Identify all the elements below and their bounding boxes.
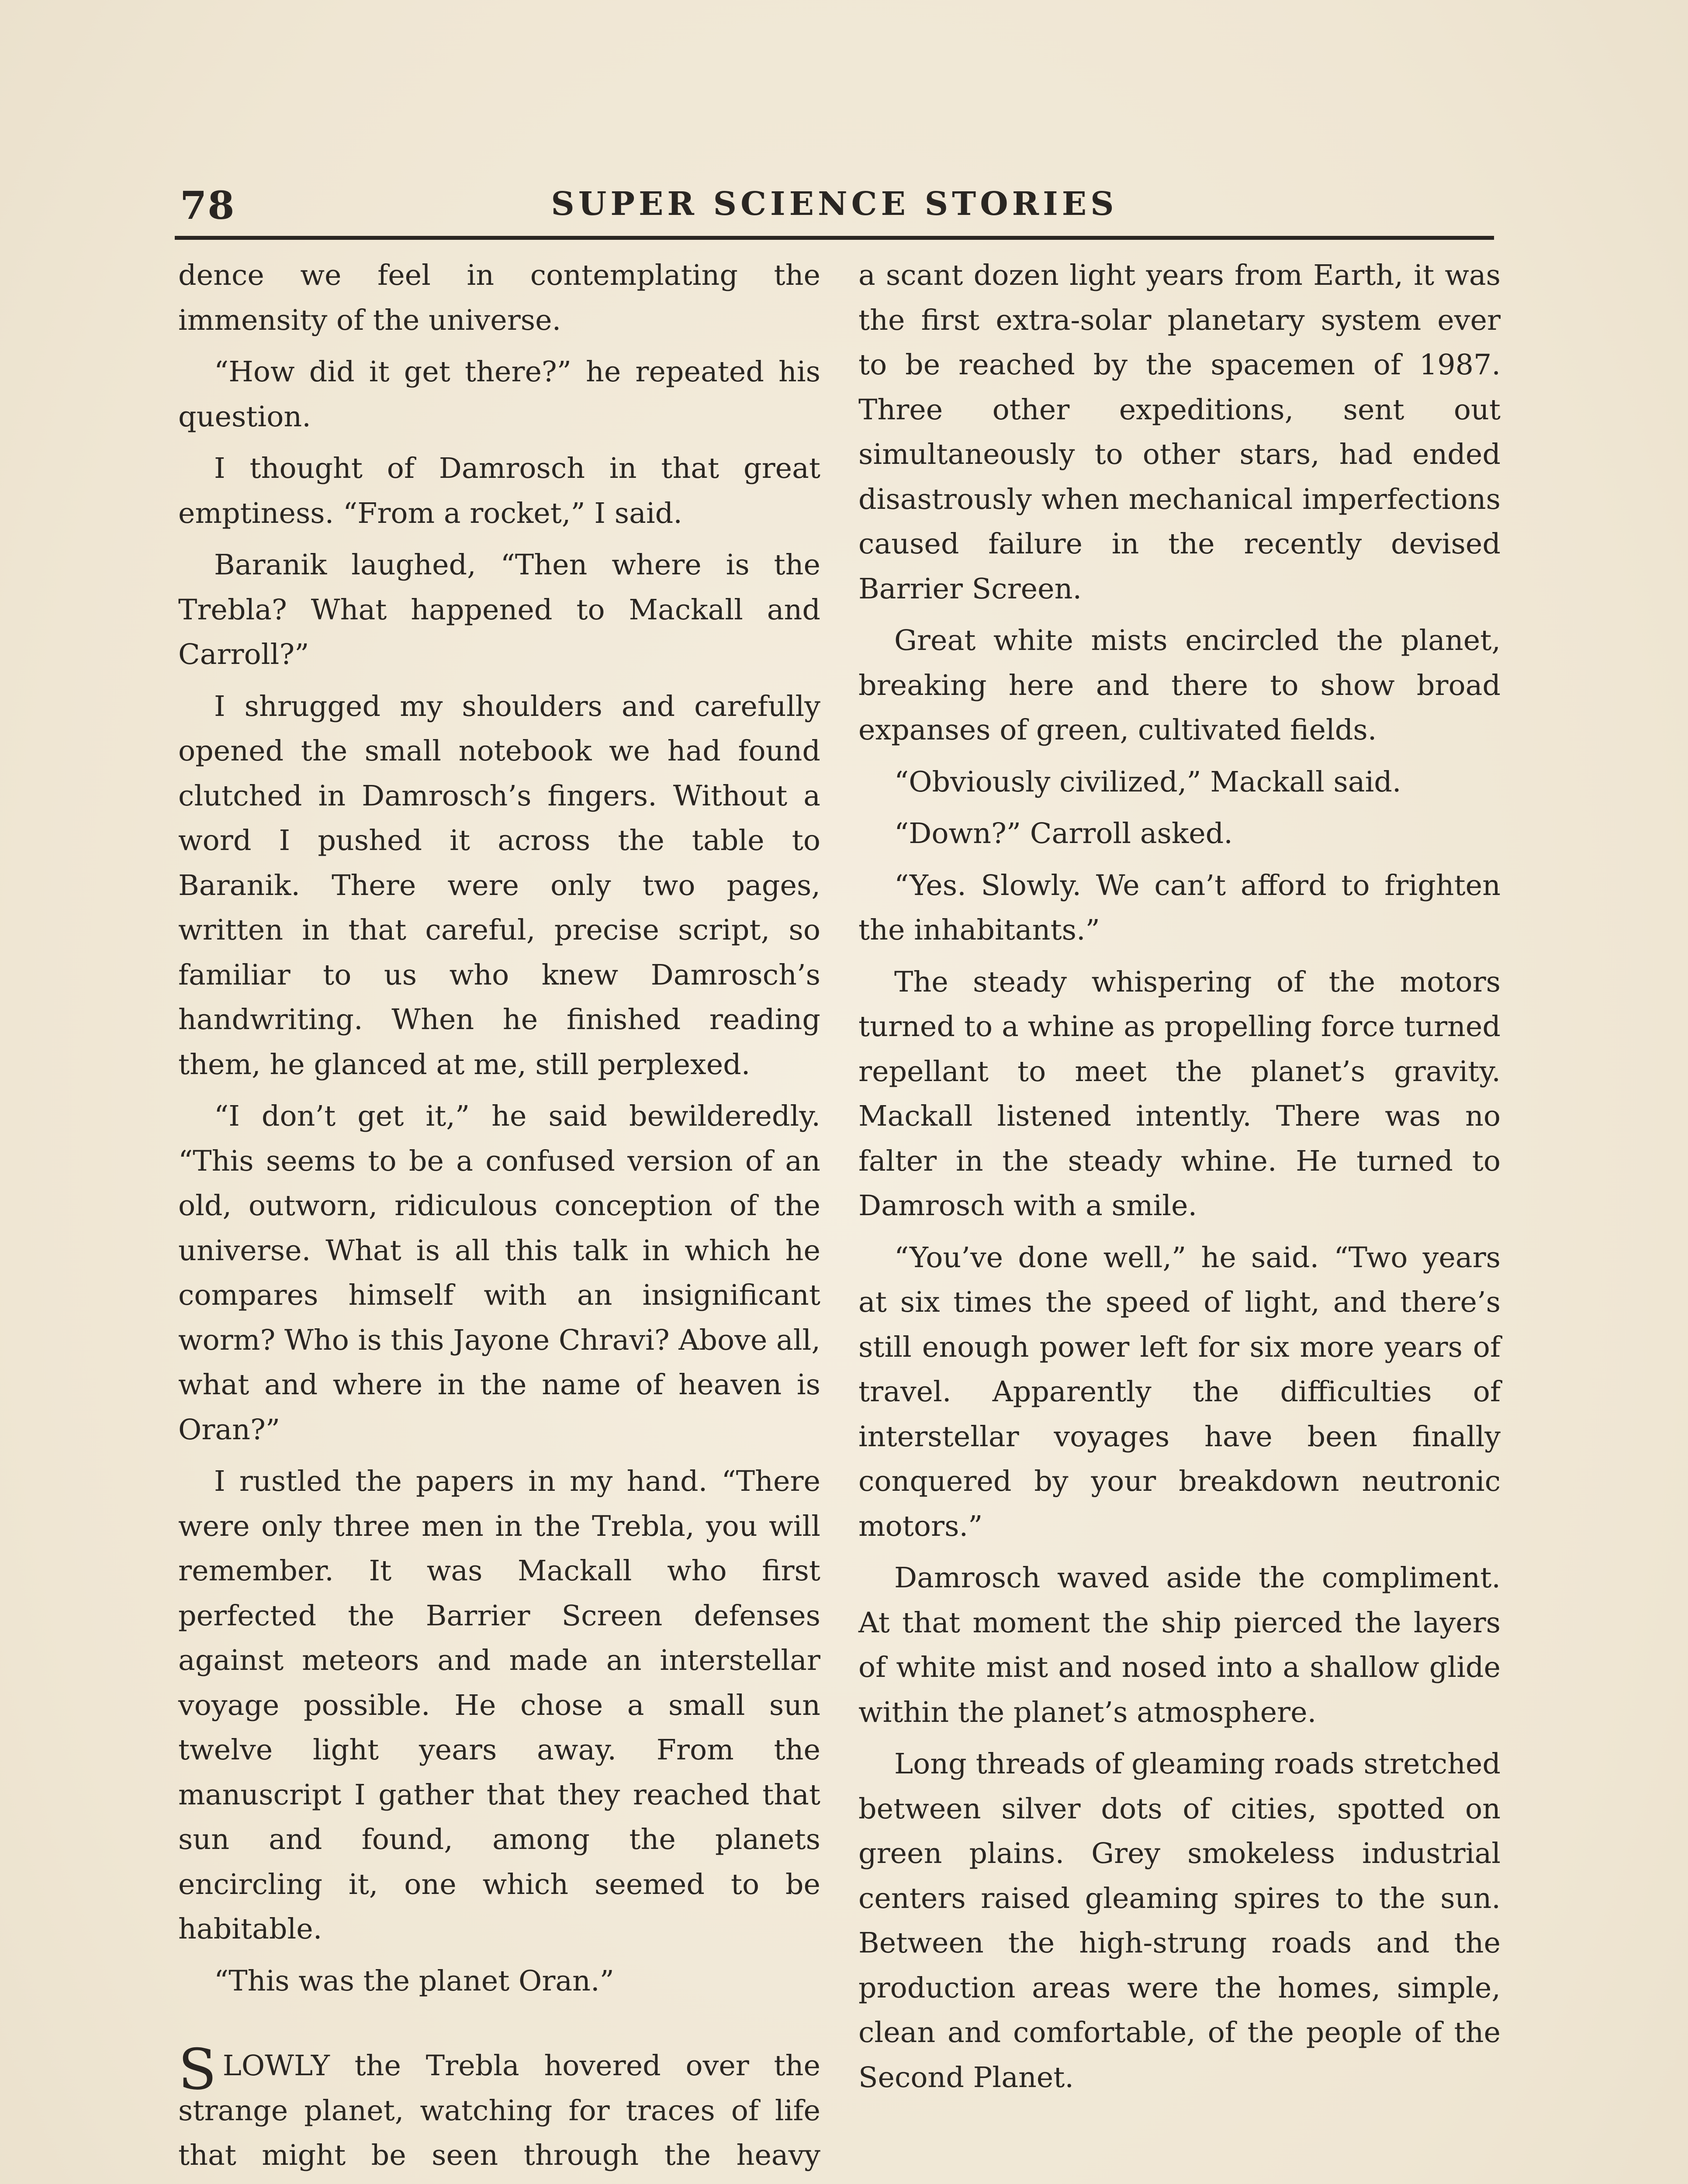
paragraph: a scant dozen light years from Earth, it was the first extra-solar planetary system ever to be reached by the spacemen of 1987. Three other expeditions, sent out simultaneously to other stars, had ended disastrously when mechanical imperfections caused failure in the recently devised Barrier Screen. <box>858 259 1501 605</box>
paragraph: Great white mists encircled the planet, breaking here and there to show broad expanses of green, cultivated fields. <box>858 624 1501 746</box>
paragraph: “I don’t get it,” he said bewilderedly. “This seems to be a confused version of an old, outworn, ridiculous conception of the universe. What is all this talk in which he compares himself with an insignificant worm? Who is this Jayone Chravi? Above all, what and where in the name of heaven is Oran?” <box>178 1100 820 1446</box>
paragraph: I rustled the papers in my hand. “There were only three men in the Trebla, you will remember. It was Mackall who first perfected the Barrier Screen defenses against meteors and made an interstellar voyage possible. He chose a small sun twelve light years away. From the manuscript I gather that they reached that sun and found, among the planets encircling it, one which seemed to be habitable. <box>178 1465 820 1946</box>
paragraph: The steady whispering of the motors turned to a whine as propelling force turned repellant to meet the planet’s gravity. Mackall listened intently. There was no falter in the steady whine. He turned to Damrosch with a smile. <box>858 965 1501 1222</box>
page-number: 78 <box>180 183 235 228</box>
drop-cap: S <box>178 2037 217 2102</box>
paragraph: Baranik laughed, “Then where is the Trebla? What happened to Mackall and Carroll?” <box>178 549 820 671</box>
paragraph: “Yes. Slowly. We can’t afford to frighten the inhabitants.” <box>858 869 1501 947</box>
paragraph: dence we feel in contemplating the immensity of the universe. <box>178 259 820 337</box>
paragraph: I shrugged my shoulders and carefully opened the small notebook we had found clutched in Damrosch’s fingers. Without a word I pushed it across the table to Baranik. There were only two pages, written in that careful, precise script, so familiar to us who knew Damrosch’s handwriting. When he finished reading them, he glanced at me, still perplexed. <box>178 690 820 1081</box>
paragraph: Long threads of gleaming roads stretched between silver dots of cities, spotted on green plains. Grey smokeless industrial centers raised gleaming spires to the sun. Between the high-strung roads and the production areas were the homes, simple, clean and comfortable, of the people of the Second Planet. <box>858 1748 1501 2094</box>
section-opening-text: LOWLY the Trebla hovered over the strange planet, watching for traces of life that might be seen through the heavy <box>178 2049 820 2172</box>
header-rule <box>175 236 1494 240</box>
paragraph: Damrosch waved aside the compliment. At that moment the ship pierced the layers of white mist and nosed into a shallow glide within the planet’s atmosphere. <box>858 1562 1501 1729</box>
left-column <box>178 253 820 2184</box>
paragraph: “Obviously civilized,” Mackall said. <box>894 765 1401 798</box>
paragraph: I thought of Damrosch in that great emptiness. “From a rocket,” I said. <box>178 452 820 530</box>
running-title: SUPER SCIENCE STORIES <box>551 185 1118 223</box>
paragraph: “How did it get there?” he repeated his question. <box>178 356 820 433</box>
paragraph: “Down?” Carroll asked. <box>894 817 1233 850</box>
page-header <box>175 183 1494 231</box>
paragraph: “You’ve done well,” he said. “Two years at six times the speed of light, and there’s still enough power left for six more years of travel. Apparently the difficulties of interstellar voyages have been finally conquered by your breakdown neutronic motors.” <box>858 1241 1501 1543</box>
section-opening-paragraph <box>178 2037 820 2184</box>
paragraph: “This was the planet Oran.” <box>214 1964 614 1997</box>
right-column <box>858 253 1501 2107</box>
